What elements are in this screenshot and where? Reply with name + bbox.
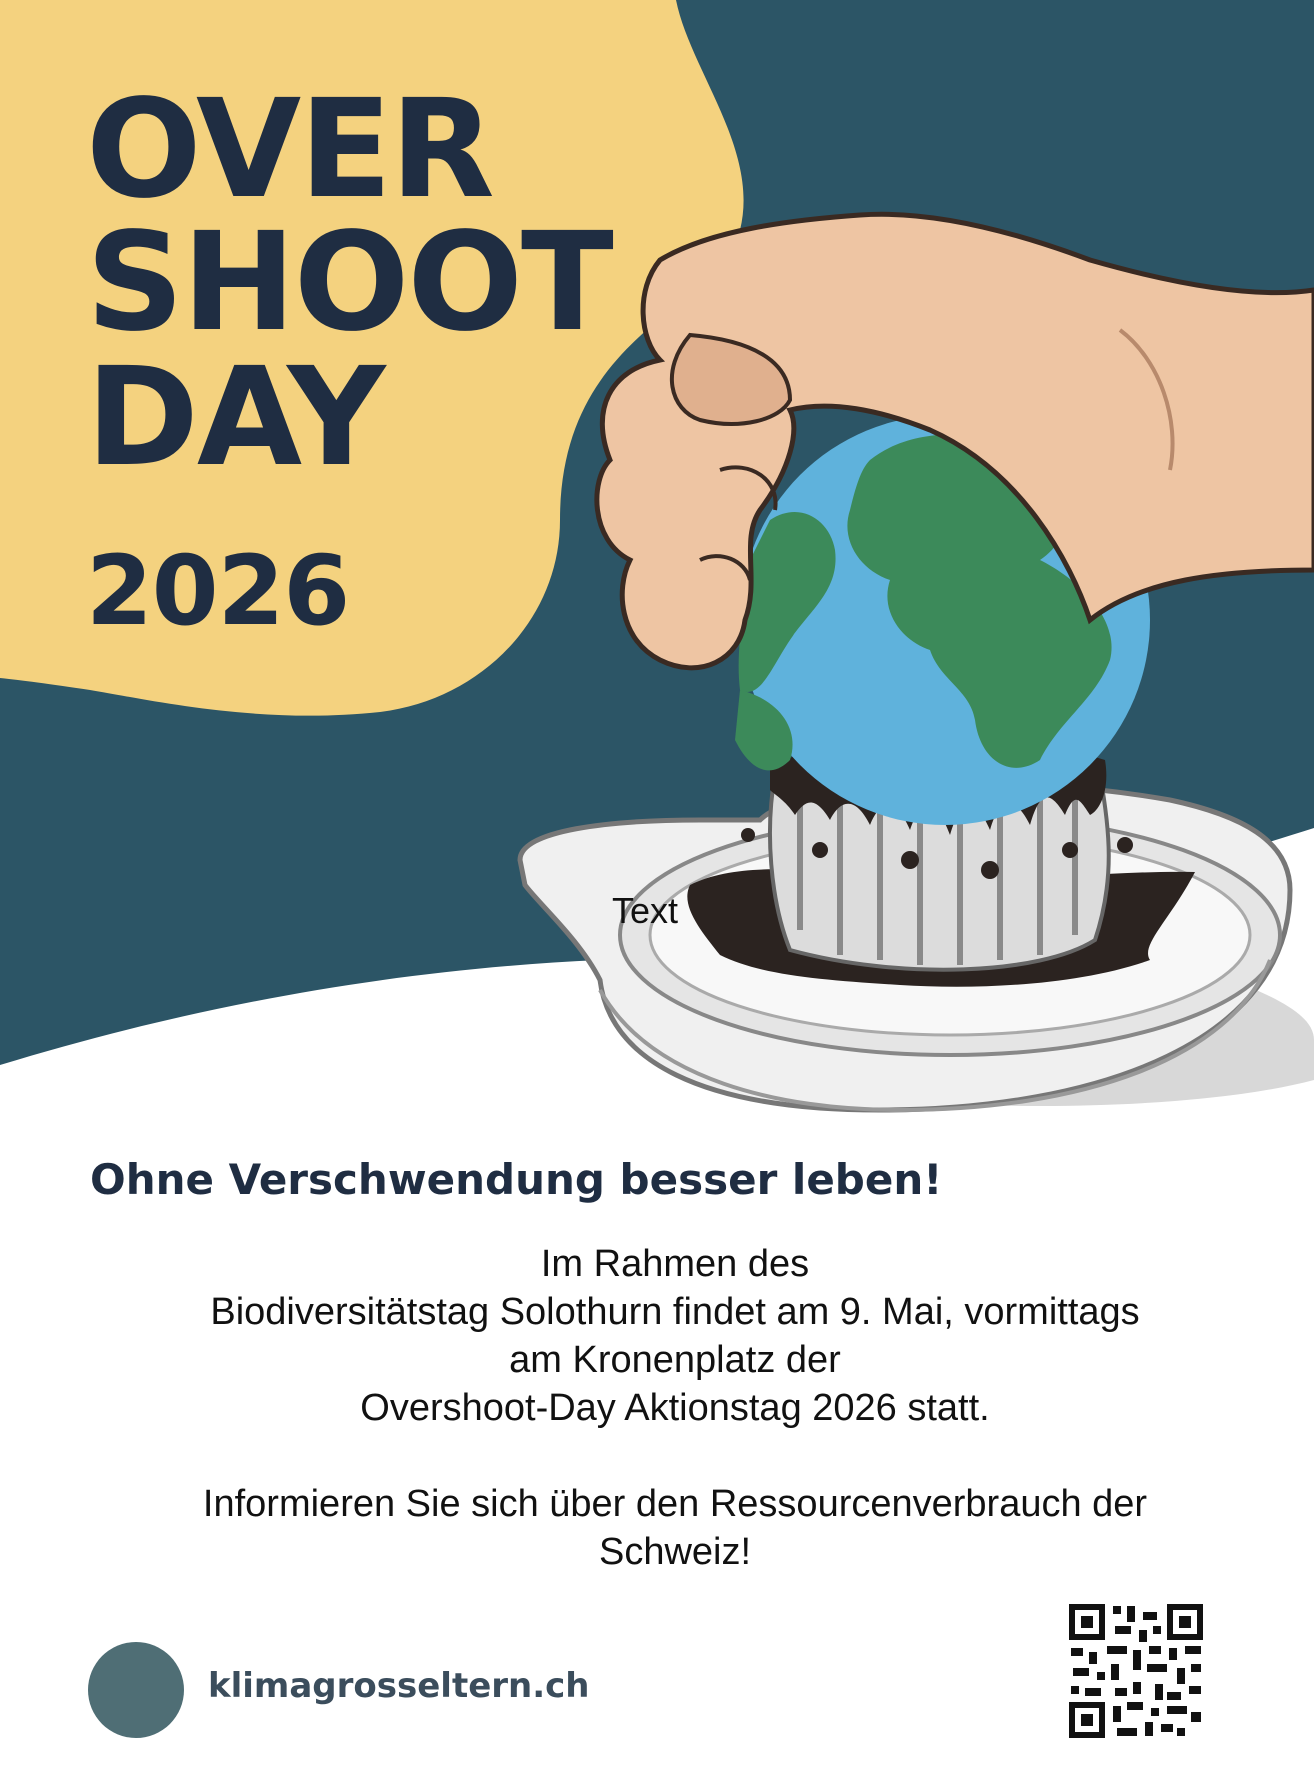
body-line-6: Schweiz! <box>598 1531 752 1573</box>
title-line-2: SHOOT <box>86 204 612 362</box>
body-line-3: am Kronenplatz der <box>509 1339 841 1381</box>
body-line-5: Informieren Sie sich über den Ressourcenverbrauch der <box>202 1483 1148 1525</box>
body-line-2: Biodiversitätstag Solothurn findet am 9. Mai, vormittags <box>210 1291 1140 1333</box>
body-line-1: Im Rahmen des <box>540 1243 810 1285</box>
title-line-1: OVER <box>86 71 493 229</box>
image-overlay-text: Text <box>612 890 679 931</box>
title-line-3: DAY <box>86 339 384 497</box>
event-description <box>60 1240 1290 1576</box>
body-line-4: Overshoot-Day Aktionstag 2026 statt. <box>360 1387 990 1429</box>
headline: Ohne Verschwendung besser leben! <box>90 1155 943 1204</box>
paragraph-gap <box>60 1432 1290 1480</box>
website-link[interactable]: klimagrosseltern.ch <box>208 1666 590 1706</box>
organization-logo <box>88 1642 184 1738</box>
year: 2026 <box>86 535 350 647</box>
qr-code-icon <box>1067 1602 1205 1740</box>
